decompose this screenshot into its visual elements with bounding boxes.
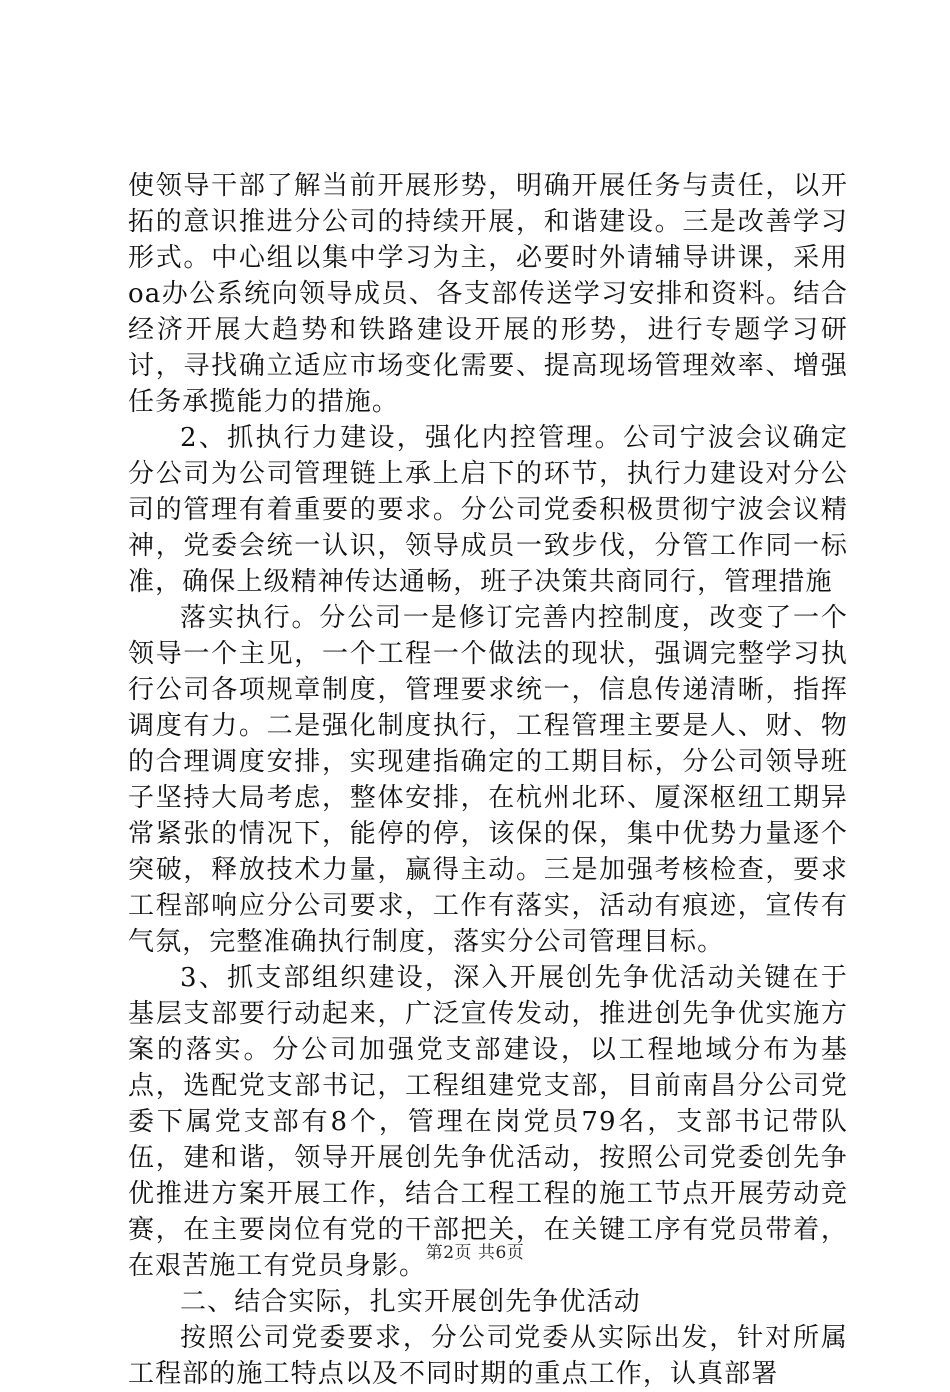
- paragraph-4: 3、抓支部组织建设，深入开展创先争优活动关键在于基层支部要行动起来，广泛宣传发动，推进创先争优实施方案的落实。分公司加强党支部建设，以工程地域分布为基点，选配党支部书记，工程组建党支部，目前南昌分公司党委下属党支部有8个，管理在岗党员79名，支部书记带队伍，建和谐，领导开展创先争优活动，按照公司党委创先争优推进方案开展工作，结合工程工程的施工节点开展劳动竞赛，在主要岗位有党的干部把关，在关键工序有党员带着，在艰苦施工有党员身影。: [128, 963, 848, 1281]
- section-heading: 二、结合实际，扎实开展创先争优活动: [180, 1287, 641, 1317]
- document-body: [128, 168, 848, 1392]
- paragraph-3: 落实执行。分公司一是修订完善内控制度，改变了一个领导一个主见，一个工程一个做法的现状，强调完整学习执行公司各项规章制度，管理要求统一，信息传递清晰，指挥调度有力。二是强化制度执行，工程管理主要是人、财、物的合理调度安排，实现建指确定的工期目标，分公司领导班子坚持大局考虑，整体安排，在杭州北环、厦深枢纽工期异常紧张的情况下，能停的停，该保的保，集中优势力量逐个突破，释放技术力量，赢得主动。三是加强考核检查，要求工程部响应分公司要求，工作有落实，活动有痕迹，宣传有气氛，完整准确执行制度，落实分公司管理目标。: [128, 603, 848, 957]
- paragraph-1: 使领导干部了解当前开展形势，明确开展任务与责任，以开拓的意识推进分公司的持续开展，和谐建设。三是改善学习形式。中心组以集中学习为主，必要时外请辅导讲课，采用oa办公系统向领导成员、各支部传送学习安排和资料。结合经济开展大趋势和铁路建设开展的形势，进行专题学习研讨，寻找确立适应市场变化需要、提高现场管理效率、增强任务承揽能力的措施。: [128, 171, 848, 417]
- page-number-footer: 第2页 共6页: [425, 1243, 525, 1263]
- paragraph-2: 2、抓执行力建设，强化内控管理。公司宁波会议确定分公司为公司管理链上承上启下的环节，执行力建设对分公司的管理有着重要的要求。分公司党委积极贯彻宁波会议精神，党委会统一认识，领导成员一致步伐，分管工作同一标准，确保上级精神传达通畅，班子决策共商同行，管理措施: [128, 423, 848, 597]
- paragraph-5: 按照公司党委要求，分公司党委从实际出发，针对所属工程部的施工特点以及不同时期的重点工作，认真部署: [128, 1323, 848, 1389]
